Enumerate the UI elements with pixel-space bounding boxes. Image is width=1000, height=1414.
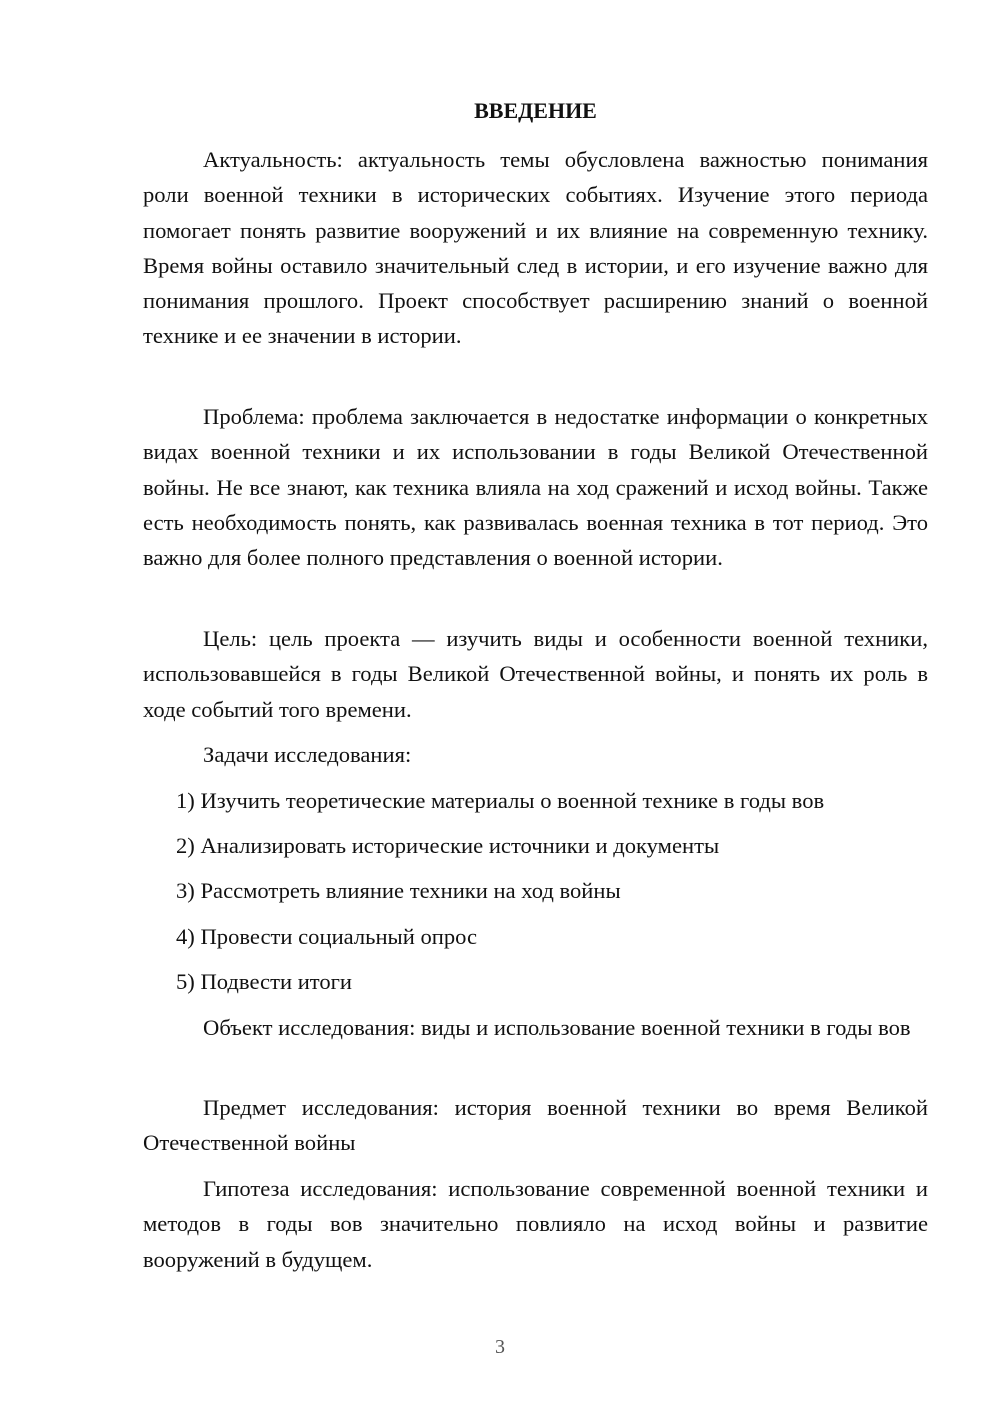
tasks-title: Задачи исследования: [203,742,412,767]
relevance-paragraph: Актуальность: актуальность темы обусловлена важностью понимания роли военной техники в исторических событиях. Изучение этого периода помогает понять развитие вооружений и их влияние на современную технику. Время войны оставило значительный след в истории, и его изучение важно для понимания прошлого. Проект способствует расширению знаний о военной технике и ее значении в истории. [143,147,928,349]
page-number: 3 [495,1336,505,1358]
task-list-item: 5) Подвести итоги [176,969,353,994]
task-list-item: 4) Провести социальный опрос [176,924,478,949]
goal-paragraph: Цель: цель проекта — изучить виды и особенности военной техники, использовавшейся в годы Великой Отечественной войны, и понять их роль в ходе событий того времени. [143,626,928,722]
task-list-item: 3) Рассмотреть влияние техники на ход войны [176,878,621,903]
task-list-item: 2) Анализировать исторические источники и документы [176,833,720,858]
task-list-item: 1) Изучить теоретические материалы о военной технике в годы вов [176,788,825,813]
hypothesis-paragraph: Гипотеза исследования: использование современной военной техники и методов в годы вов значительно повлияло на исход войны и развитие вооружений в будущем. [143,1176,928,1272]
page-title: ВВЕДЕНИЕ [474,98,597,123]
subject-paragraph: Предмет исследования: история военной техники во время Великой Отечественной войны [143,1095,928,1156]
problem-paragraph: Проблема: проблема заключается в недостатке информации о конкретных видах военной техники и их использовании в годы Великой Отечественной войны. Не все знают, как техника влияла на ход сражений и исход войны. Также есть необходимость понять, как развивалась военная техника в тот период. Это важно для более полного представления о военной истории. [143,404,928,571]
object-paragraph: Объект исследования: виды и использование военной техники в годы вов [203,1015,911,1040]
